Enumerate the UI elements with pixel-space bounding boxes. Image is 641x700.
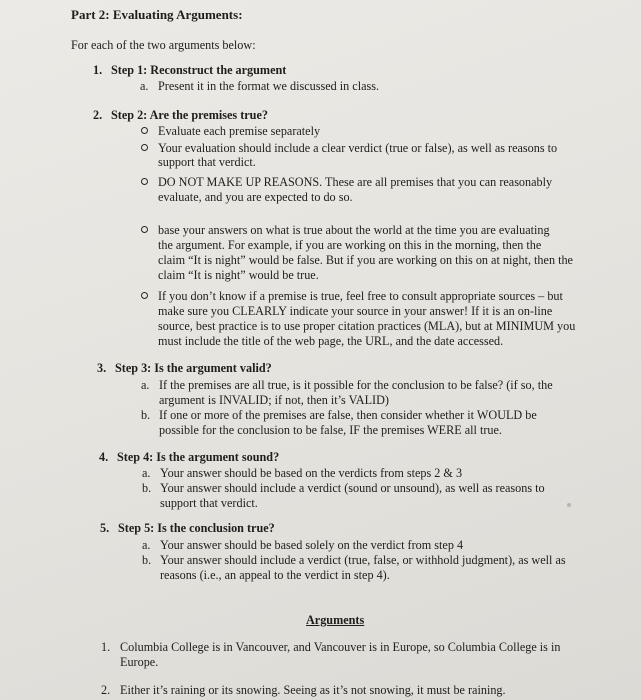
argument-2-number: 2. [101, 683, 111, 697]
step-2-bullet-1: Evaluate each premise separately [158, 124, 321, 138]
step-2-number: 2. [93, 108, 103, 122]
bullet-circle-icon [141, 144, 148, 151]
step-2-bullet-2-line-2: support that verdict. [158, 155, 256, 169]
step-4-number: 4. [99, 450, 109, 464]
step-2-bullet-4-line-3: claim “It is night” would be false. But if you are working on this on at night, then the [158, 253, 573, 267]
intro-text: For each of the two arguments below: [71, 38, 256, 52]
step-1-number: 1. [93, 63, 103, 77]
step-3-item-a-marker: a. [141, 378, 150, 392]
step-5-item-b-line-2: reasons (i.e., an appeal to the verdict in step 4). [160, 568, 390, 582]
step-4-item-b-line-2: support that verdict. [160, 496, 258, 510]
step-2-bullet-3-line-2: evaluate, and you are expected to do so. [158, 190, 353, 204]
bullet-circle-icon [141, 127, 148, 134]
step-4-item-b-marker: b. [142, 481, 152, 495]
bullet-circle-icon [141, 178, 148, 185]
step-5-item-a-text: Your answer should be based solely on the verdict from step 4 [160, 538, 464, 552]
step-5-item-b-marker: b. [142, 553, 152, 567]
argument-2-line-1: Either it’s raining or its snowing. Seeing as it’s not snowing, it must be raining. [120, 683, 506, 697]
step-2-bullet-2-line-1: Your evaluation should include a clear verdict (true or false), as well as reasons to [158, 141, 558, 155]
step-3-item-b-line-2: possible for the conclusion to be false, IF the premises WERE all true. [159, 423, 502, 437]
step-3-item-b-marker: b. [141, 408, 151, 422]
bullet-circle-icon [141, 292, 148, 299]
step-5-title: Step 5: Is the conclusion true? [118, 521, 275, 535]
step-3-item-a-line-2: argument is INVALID; if not, then it’s VALID) [159, 393, 389, 407]
step-2-title: Step 2: Are the premises true? [111, 108, 268, 122]
step-2-bullet-5-line-2: make sure you CLEARLY indicate your source in your answer! If it is an on-line [158, 304, 553, 318]
step-5-item-b-line-1: Your answer should include a verdict (true, false, or withhold judgment), as well as [160, 553, 566, 567]
step-4-title: Step 4: Is the argument sound? [117, 450, 280, 464]
step-5-item-a-marker: a. [142, 538, 151, 552]
step-4-item-b-line-1: Your answer should include a verdict (sound or unsound), as well as reasons to [160, 481, 545, 495]
step-3-number: 3. [97, 361, 107, 375]
step-2-bullet-5-line-1: If you don’t know if a premise is true, feel free to consult appropriate sources – but [158, 289, 563, 303]
argument-1-line-2: Europe. [120, 655, 159, 669]
step-2-bullet-5-line-4: must include the title of the web page, the URL, and the date accessed. [158, 334, 504, 348]
argument-1-line-1: Columbia College is in Vancouver, and Vancouver is in Europe, so Columbia College is in [120, 640, 561, 654]
page-smudge [567, 503, 571, 507]
step-2-bullet-4-line-2: the argument. For example, if you are working on this in the morning, then the [158, 238, 542, 252]
argument-1-number: 1. [101, 640, 111, 654]
bullet-circle-icon [141, 226, 148, 233]
arguments-heading: Arguments [306, 613, 365, 627]
step-1-title: Step 1: Reconstruct the argument [111, 63, 287, 77]
step-3-title: Step 3: Is the argument valid? [115, 361, 272, 375]
step-1-item-a-marker: a. [140, 79, 149, 93]
step-2-bullet-4-line-4: claim “It is night” would be true. [158, 268, 319, 282]
step-4-item-a-text: Your answer should be based on the verdicts from steps 2 & 3 [160, 466, 463, 480]
step-2-bullet-3-line-1: DO NOT MAKE UP REASONS. These are all premises that you can reasonably [158, 175, 553, 189]
step-2-bullet-4-line-1: base your answers on what is true about the world at the time you are evaluating [158, 223, 550, 237]
step-4-item-a-marker: a. [142, 466, 151, 480]
step-3-item-b-line-1: If one or more of the premises are false, then consider whether it WOULD be [159, 408, 537, 422]
step-2-bullet-5-line-3: source, best practice is to use proper citation practices (MLA), but at MINIMUM you [158, 319, 576, 333]
part-title: Part 2: Evaluating Arguments: [71, 7, 243, 22]
step-5-number: 5. [100, 521, 110, 535]
step-1-item-a-text: Present it in the format we discussed in class. [158, 79, 380, 93]
step-3-item-a-line-1: If the premises are all true, is it possible for the conclusion to be false? (if so, the [159, 378, 553, 392]
